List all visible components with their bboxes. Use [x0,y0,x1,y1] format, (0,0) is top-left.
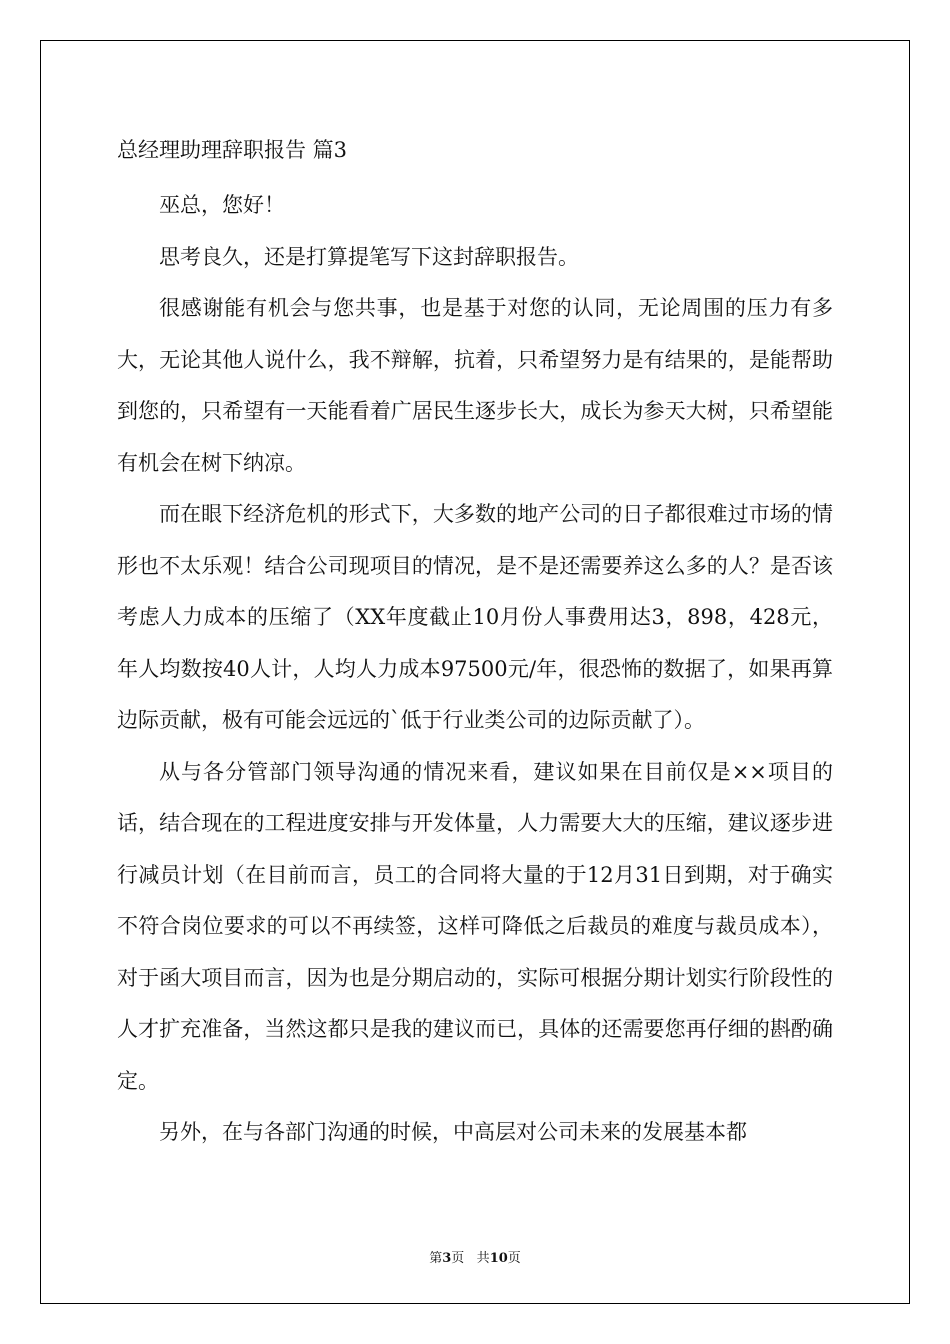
body-paragraph: 另外，在与各部门沟通的时候，中高层对公司未来的发展基本都 [159,1120,747,1144]
footer-prefix: 第 [429,1251,443,1266]
footer-page-number: 3 [442,1251,452,1266]
body-paragraph: 很感谢能有机会与您共事，也是基于对您的认同，无论周围的压力有多大，无论其他人说什么，我不辩解，抗着，只希望努力是有结果的，是能帮助到您的，只希望有一天能看着广居民生逐步长大，成长为参天大树，只希望能有机会在树下纳凉。 [117,296,833,475]
footer-total-suffix: 页 [507,1251,521,1266]
document-body [117,130,833,1159]
footer-total-prefix: 共 [476,1251,490,1266]
document-title: 总经理助理辞职报告 篇3 [117,138,348,162]
footer-total-pages: 10 [489,1251,508,1266]
greeting-paragraph: 巫总，您好！ [159,193,285,217]
body-paragraph: 思考良久，还是打算提笔写下这封辞职报告。 [159,244,579,269]
page-footer [0,1247,950,1266]
footer-page-suffix: 页 [451,1251,465,1266]
body-paragraph: 而在眼下经济危机的形式下，大多数的地产公司的日子都很难过市场的情形也不太乐观！结合公司现项目的情况，是不是还需要养这么多的人？是否该考虑人力成本的压缩了（XX年度截止10月份人事费用达3，898，428元，年人均数按40人计，人均人力成本97500元/年，很恐怖的数据了，如果再算边际贡献，极有可能会远远的`低于行业类公司的边际贡献了）。 [117,502,833,732]
body-paragraph: 从与各分管部门领导沟通的情况来看，建议如果在目前仅是××项目的话，结合现在的工程进度安排与开发体量，人力需要大大的压缩，建议逐步进行减员计划（在目前而言，员工的合同将大量的于12月31日到期，对于确实不符合岗位要求的可以不再续签，这样可降低之后裁员的难度与裁员成本），对于函大项目而言，因为也是分期启动的，实际可根据分期计划实行阶段性的人才扩充准备，当然这都只是我的建议而已，具体的还需要您再仔细的斟酌确定。 [117,759,833,1093]
